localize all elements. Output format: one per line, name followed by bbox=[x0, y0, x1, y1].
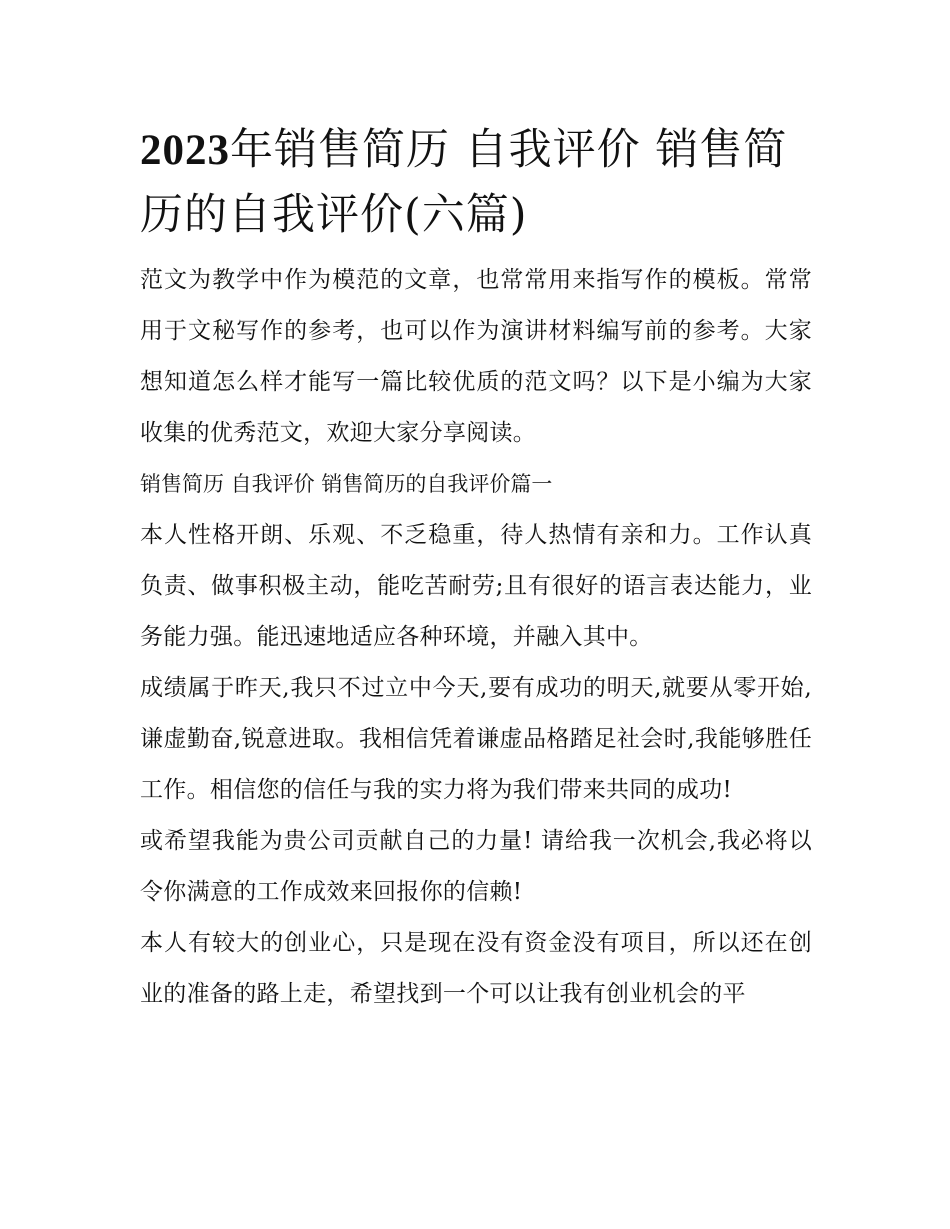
document-title bbox=[140, 118, 812, 247]
intro-paragraph: 范文为教学中作为模范的文章，也常常用来指写作的模板。常常用于文秘写作的参考，也可以作为演讲材料编写前的参考。大家想知道怎么样才能写一篇比较优质的范文吗？以下是小编为大家收集的优秀范文，欢迎大家分享阅读。 bbox=[140, 267, 812, 446]
title-year: 2023 bbox=[140, 127, 230, 174]
document-page bbox=[140, 118, 812, 1020]
body-paragraph: 或希望我能为贵公司贡献自己的力量! 请给我一次机会,我必将以令你满意的工作成效来回报你的信赖! bbox=[140, 828, 812, 905]
title-text: 年销售简历 自我评价 销售简历的自我评价(六篇) bbox=[140, 125, 788, 240]
body-paragraph: 本人性格开朗、乐观、不乏稳重，待人热情有亲和力。工作认真负责、做事积极主动，能吃苦耐劳;且有很好的语言表达能力，业务能力强。能迅速地适应各种环境，并融入其中。 bbox=[140, 522, 812, 650]
body-paragraph: 成绩属于昨天,我只不过立中今天,要有成功的明天,就要从零开始,谦虚勤奋,锐意进取。我相信凭着谦虚品格踏足社会时,我能够胜任工作。相信您的信任与我的实力将为我们带来共同的成功! bbox=[140, 675, 812, 803]
section-heading: 销售简历 自我评价 销售简历的自我评价篇一 bbox=[140, 472, 553, 496]
body-paragraph: 本人有较大的创业心，只是现在没有资金没有项目，所以还在创业的准备的路上走，希望找到一个可以让我有创业机会的平 bbox=[140, 930, 812, 1007]
